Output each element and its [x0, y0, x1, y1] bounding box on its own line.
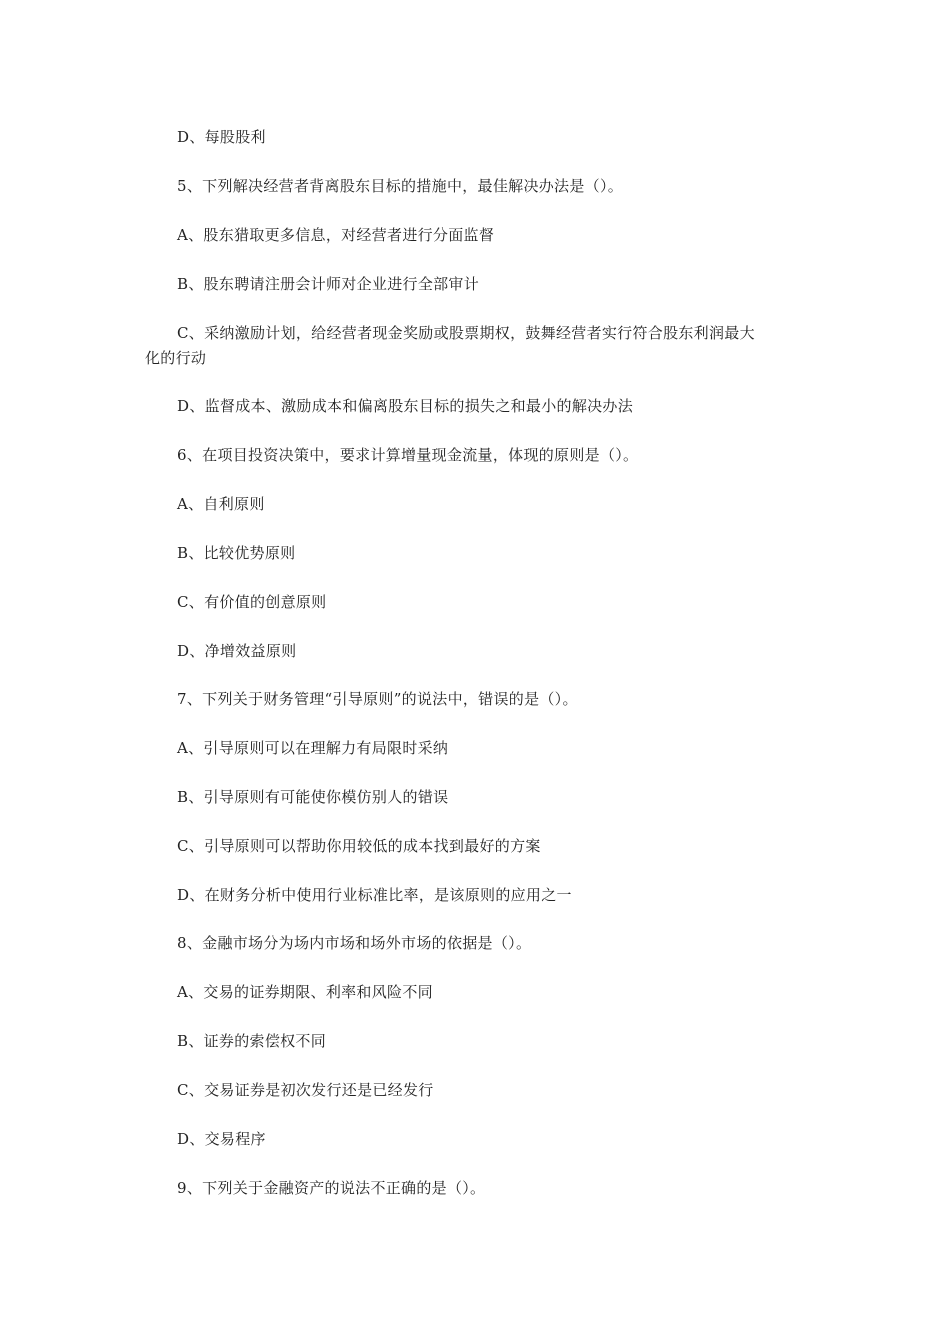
q6-option-d: D、净增效益原则 — [177, 642, 297, 660]
q5-question: 5、下列解决经营者背离股东目标的措施中，最佳解决办法是（）。 — [177, 177, 624, 195]
q7-question: 7、下列关于财务管理“引导原则”的说法中，错误的是（）。 — [177, 690, 578, 708]
q6-option-a: A、自利原则 — [177, 495, 265, 513]
q8-question: 8、金融市场分为场内市场和场外市场的依据是（）。 — [177, 934, 532, 952]
q4-option-d: D、每股股利 — [177, 128, 266, 146]
q7-option-a: A、引导原则可以在理解力有局限时采纳 — [177, 739, 449, 757]
q8-option-c: C、交易证券是初次发行还是已经发行 — [177, 1081, 434, 1099]
q8-option-d: D、交易程序 — [177, 1130, 266, 1148]
q5-option-c — [145, 321, 825, 371]
q8-option-a: A、交易的证券期限、利率和风险不同 — [177, 983, 433, 1001]
q7-option-b: B、引导原则有可能使你模仿别人的错误 — [177, 788, 449, 806]
q6-option-b: B、比较优势原则 — [177, 544, 296, 562]
q8-option-b: B、证券的索偿权不同 — [177, 1032, 327, 1050]
q9-question: 9、下列关于金融资产的说法不正确的是（）。 — [177, 1179, 486, 1197]
q5-option-b: B、股东聘请注册会计师对企业进行全部审计 — [177, 275, 480, 293]
q6-option-c: C、有价值的创意原则 — [177, 593, 327, 611]
q7-option-c: C、引导原则可以帮助你用较低的成本找到最好的方案 — [177, 837, 541, 855]
q5-option-d: D、监督成本、激励成本和偏离股东目标的损失之和最小的解决办法 — [177, 397, 634, 415]
q6-question: 6、在项目投资决策中，要求计算增量现金流量，体现的原则是（）。 — [177, 446, 639, 464]
q7-option-d: D、在财务分析中使用行业标准比率，是该原则的应用之一 — [177, 886, 572, 904]
q5-option-a: A、股东猎取更多信息，对经营者进行分面监督 — [177, 226, 495, 244]
q5-option-c-line-2: 化的行动 — [145, 349, 207, 367]
q5-option-c-line-1: C、采纳激励计划，给经营者现金奖励或股票期权，鼓舞经营者实行符合股东利润最大 — [177, 324, 755, 342]
